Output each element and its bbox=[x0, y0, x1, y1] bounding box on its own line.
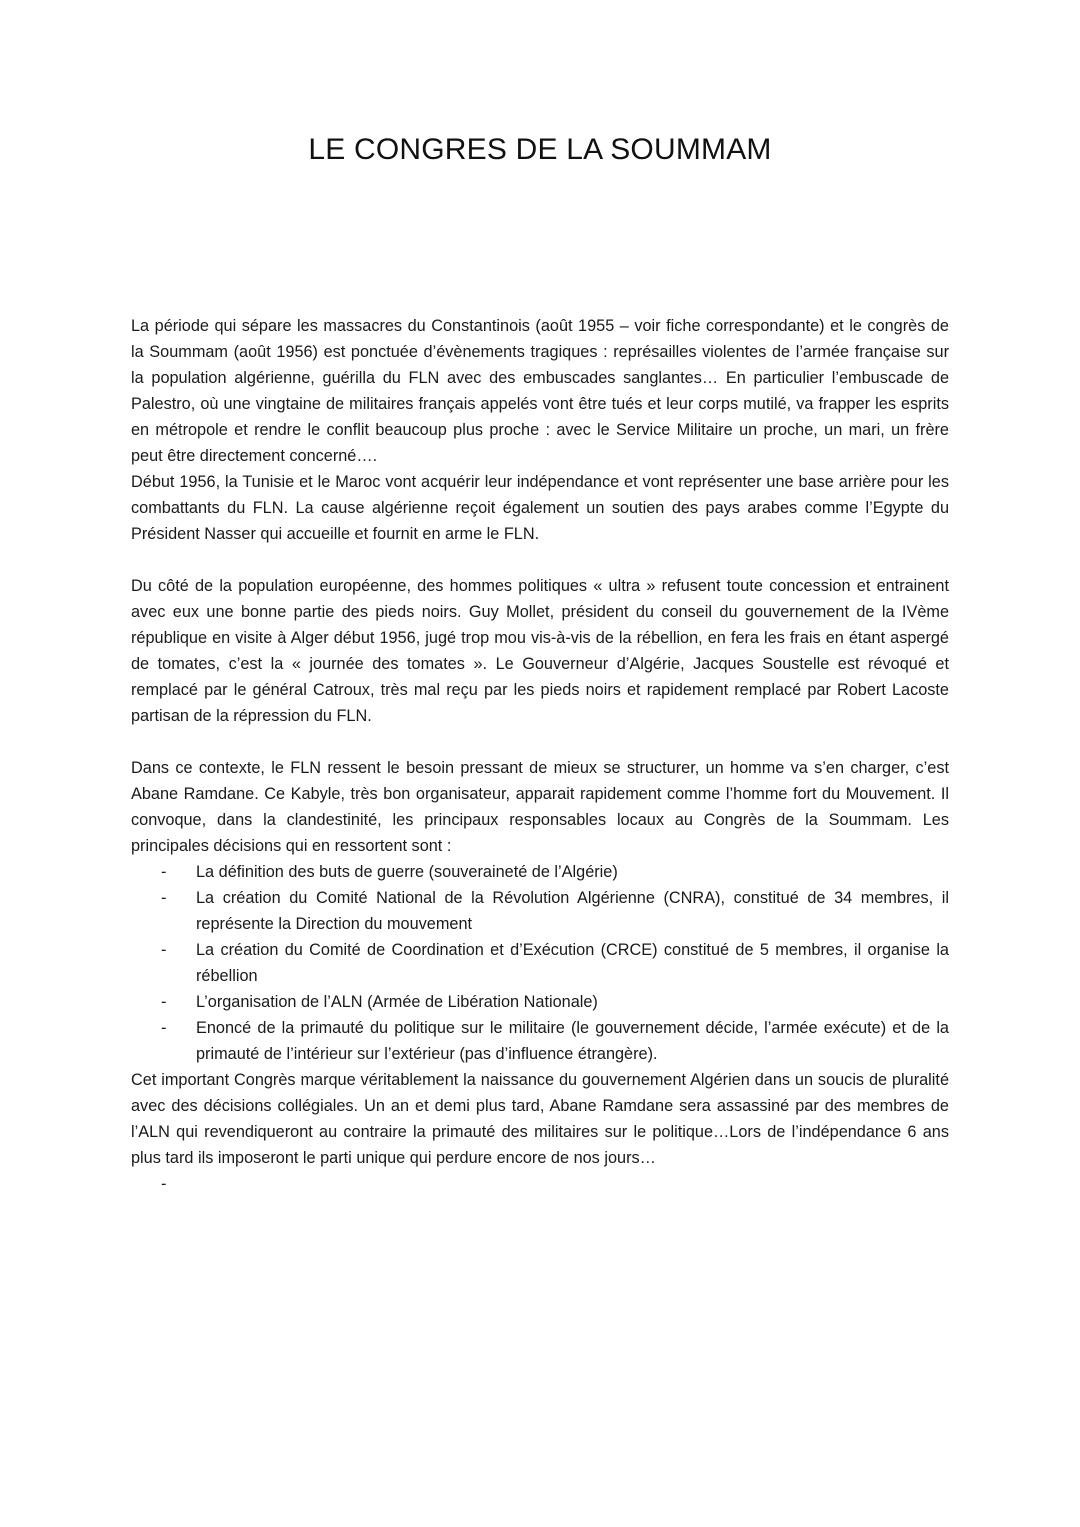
list-item-text: La création du Comité de Coordination et d’Exécution (CRCE) constitué de 5 membres, il organise la rébellion bbox=[196, 941, 949, 985]
paragraph-spacer bbox=[131, 547, 949, 573]
list-item-text: La création du Comité National de la Révolution Algérienne (CNRA), constitué de 34 membres, il représente la Direction du mouvement bbox=[196, 889, 949, 933]
list-dash-marker: - bbox=[161, 889, 167, 907]
list-item bbox=[131, 859, 949, 885]
list-dash-marker: - bbox=[161, 1019, 167, 1037]
list-item-text: Enoncé de la primauté du politique sur le militaire (le gouvernement décide, l’armée exécute) et de la primauté de l’intérieur sur l’extérieur (pas d’influence étrangère). bbox=[196, 1019, 949, 1063]
list-item bbox=[131, 989, 949, 1015]
trailing-empty-list-item bbox=[131, 1171, 949, 1197]
list-item-text: La définition des buts de guerre (souveraineté de l’Algérie) bbox=[196, 863, 618, 881]
decisions-list bbox=[131, 859, 949, 1067]
paragraph-fln-structure: Dans ce contexte, le FLN ressent le besoin pressant de mieux se structurer, un homme va s’en charger, c’est Abane Ramdane. Ce Kabyle, très bon organisateur, apparait rapidement comme l’homme fort du Mouvement. Il convoque, dans la clandestinité, les principaux responsables locaux au Congrès de la Soummam. Les principales décisions qui en ressortent sont : bbox=[131, 759, 949, 855]
paragraph-independence: Début 1956, la Tunisie et le Maroc vont acquérir leur indépendance et vont représenter une base arrière pour les combattants du FLN. La cause algérienne reçoit également un soutien des pays arabes comme l’Egypte du Président Nasser qui accueille et fournit en arme le FLN. bbox=[131, 473, 949, 543]
paragraph-context: La période qui sépare les massacres du Constantinois (août 1955 – voir fiche correspondante) et le congrès de la Soummam (août 1956) est ponctuée d’évènements tragiques : représailles violentes de l’armée française sur la population algérienne, guérilla du FLN avec des embuscades sanglantes… En particulier l’embuscade de Palestro, où une vingtaine de militaires français appelés vont être tués et leur corps mutilé, va frapper les esprits en métropole et rendre le conflit beaucoup plus proche : avec le Service Militaire un proche, un mari, un frère peut être directement concerné…. bbox=[131, 317, 949, 465]
paragraph-spacer bbox=[131, 729, 949, 755]
list-item bbox=[131, 885, 949, 937]
list-item-text: L’organisation de l’ALN (Armée de Libération Nationale) bbox=[196, 993, 598, 1011]
list-dash-marker: - bbox=[161, 863, 167, 881]
list-dash-marker: - bbox=[161, 941, 167, 959]
paragraph-european-population: Du côté de la population européenne, des hommes politiques « ultra » refusent toute concession et entrainent avec eux une bonne partie des pieds noirs. Guy Mollet, président du conseil du gouvernement de la IVème république en visite à Alger début 1956, jugé trop mou vis-à-vis de la rébellion, en fera les frais en étant aspergé de tomates, c’est la « journée des tomates ». Le Gouverneur d’Algérie, Jacques Soustelle est révoqué et remplacé par le général Catroux, très mal reçu par les pieds noirs et rapidement remplacé par Robert Lacoste partisan de la répression du FLN. bbox=[131, 577, 949, 725]
list-dash-marker: - bbox=[161, 1175, 167, 1193]
document-title: LE CONGRES DE LA SOUMMAM bbox=[308, 133, 772, 166]
list-dash-marker: - bbox=[161, 993, 167, 1011]
list-item bbox=[131, 937, 949, 989]
list-item bbox=[131, 1015, 949, 1067]
document-body bbox=[131, 313, 949, 1197]
paragraph-conclusion: Cet important Congrès marque véritablement la naissance du gouvernement Algérien dans un soucis de pluralité avec des décisions collégiales. Un an et demi plus tard, Abane Ramdane sera assassiné par des membres de l’ALN qui revendiqueront au contraire la primauté des militaires sur le politique…Lors de l’indépendance 6 ans plus tard ils imposeront le parti unique qui perdure encore de nos jours… bbox=[131, 1071, 949, 1167]
